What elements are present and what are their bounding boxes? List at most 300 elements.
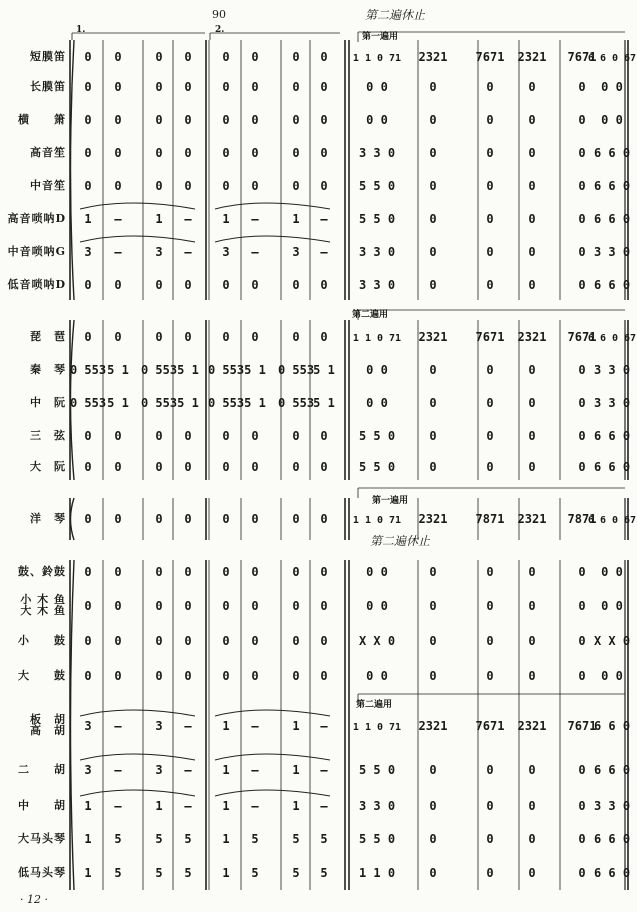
note-cell: 0 bbox=[578, 212, 586, 226]
note-cell: X X 0 bbox=[358, 634, 396, 648]
note-cell: — bbox=[114, 245, 122, 259]
note-cell: 1 bbox=[292, 719, 300, 733]
note-cell: 0 bbox=[184, 599, 192, 613]
note-cell: — bbox=[114, 763, 122, 777]
note-cell: 6 6 0 67 bbox=[587, 53, 637, 64]
note-cell: 3 bbox=[155, 719, 163, 733]
note-cell: 0 bbox=[320, 330, 328, 344]
note-cell: 7671 bbox=[475, 50, 505, 64]
note-cell: 0 bbox=[251, 565, 259, 579]
note-cell: 0 bbox=[84, 146, 92, 160]
note-cell: 7871 bbox=[567, 512, 597, 526]
note-cell: 1 bbox=[84, 832, 92, 846]
note-cell: 3 3 0 bbox=[593, 799, 631, 813]
note-cell: 5 bbox=[320, 832, 328, 846]
note-cell: 0 bbox=[528, 396, 536, 410]
note-cell: 0 bbox=[292, 512, 300, 526]
note-cell: 5 5 0 bbox=[358, 429, 396, 443]
note-cell: 0 bbox=[222, 460, 230, 474]
note-cell: 2321 bbox=[517, 330, 547, 344]
note-cell: 6 6 0 67 bbox=[587, 333, 637, 344]
note-cell: — bbox=[184, 245, 192, 259]
note-cell: 2321 bbox=[517, 50, 547, 64]
note-cell: 0 bbox=[251, 599, 259, 613]
note-cell: 0 bbox=[578, 278, 586, 292]
note-cell: 0 bbox=[486, 669, 494, 683]
note-cell: 5 1 bbox=[177, 363, 199, 377]
note-cell: 0 bbox=[251, 80, 259, 94]
note-cell: 3 bbox=[222, 245, 230, 259]
note-cell: 0 bbox=[528, 460, 536, 474]
note-cell: 0 bbox=[84, 512, 92, 526]
note-cell: — bbox=[320, 763, 328, 777]
note-cell: 1 1 0 71 bbox=[352, 333, 402, 344]
note-cell: 0 bbox=[292, 278, 300, 292]
note-cell: 0 bbox=[114, 278, 122, 292]
measure-number: 90 bbox=[212, 8, 226, 21]
note-cell: 5 bbox=[292, 832, 300, 846]
note-cell: 1 bbox=[222, 212, 230, 226]
note-cell: 0 bbox=[251, 50, 259, 64]
note-cell: 0 bbox=[84, 669, 92, 683]
note-cell: 0 0 bbox=[366, 363, 388, 377]
note-cell: 0 bbox=[184, 146, 192, 160]
note-cell: 0 bbox=[320, 113, 328, 127]
note-cell: 0 bbox=[114, 565, 122, 579]
note-cell: 0 bbox=[429, 212, 437, 226]
note-cell: 0 bbox=[155, 179, 163, 193]
note-cell: 1 1 0 bbox=[358, 866, 396, 880]
instrument-label: 鼓、鈴鼓 bbox=[18, 565, 66, 578]
note-cell: 5 bbox=[320, 866, 328, 880]
note-cell: 6 6 0 bbox=[593, 763, 631, 777]
note-cell: 1 bbox=[292, 799, 300, 813]
note-cell: 1 bbox=[292, 763, 300, 777]
note-cell: 0 bbox=[486, 460, 494, 474]
note-cell: 5 5 0 bbox=[358, 763, 396, 777]
system-brace bbox=[71, 560, 75, 890]
note-cell: 0 bbox=[114, 113, 122, 127]
note-cell: 6 6 0 bbox=[593, 429, 631, 443]
note-cell: 0 bbox=[155, 146, 163, 160]
note-cell: 0 bbox=[320, 512, 328, 526]
note-cell: 0 bbox=[578, 634, 586, 648]
note-cell: 1 1 0 71 bbox=[352, 515, 402, 526]
note-cell: 5 5 0 bbox=[358, 460, 396, 474]
note-cell: — bbox=[320, 245, 328, 259]
note-cell: 0 bbox=[486, 245, 494, 259]
note-cell: 0 bbox=[222, 278, 230, 292]
note-cell: 0 bbox=[155, 113, 163, 127]
note-cell: 0 bbox=[429, 832, 437, 846]
note-cell: 0 bbox=[486, 396, 494, 410]
note-cell: 0 bbox=[320, 50, 328, 64]
note-cell: 0 bbox=[429, 866, 437, 880]
note-cell: 5 1 bbox=[313, 363, 335, 377]
volta-label: 第一遍用 bbox=[372, 496, 409, 506]
instrument-label: 中音唢呐G bbox=[7, 245, 66, 258]
system-brace bbox=[71, 498, 75, 540]
note-cell: 7671 bbox=[567, 330, 597, 344]
note-cell: 0 553 bbox=[140, 363, 178, 377]
note-cell: 0 0 bbox=[601, 599, 623, 613]
note-cell: 0 bbox=[155, 429, 163, 443]
note-cell: — bbox=[320, 719, 328, 733]
note-cell: 0 bbox=[114, 179, 122, 193]
note-cell: 0 bbox=[155, 460, 163, 474]
note-cell: 0 bbox=[84, 634, 92, 648]
note-cell: 0 bbox=[292, 599, 300, 613]
note-cell: 0 bbox=[114, 634, 122, 648]
note-cell: 0 bbox=[578, 363, 586, 377]
note-cell: 0 bbox=[528, 113, 536, 127]
note-cell: 0 bbox=[184, 50, 192, 64]
instrument-label: 低音唢呐D bbox=[7, 278, 66, 291]
note-cell: — bbox=[184, 799, 192, 813]
note-cell: 2321 bbox=[418, 719, 448, 733]
note-cell: 0 bbox=[155, 330, 163, 344]
note-cell: 0 bbox=[114, 599, 122, 613]
note-cell: 0 bbox=[292, 460, 300, 474]
note-cell: 0 bbox=[155, 50, 163, 64]
note-cell: 0 bbox=[222, 634, 230, 648]
note-cell: 0 bbox=[292, 330, 300, 344]
note-cell: 1 bbox=[84, 212, 92, 226]
volta-label: 第二遍用 bbox=[352, 310, 389, 320]
note-cell: 0 bbox=[114, 669, 122, 683]
handwritten-note-mid: 第二遍休止 bbox=[370, 534, 431, 548]
note-cell: — bbox=[114, 799, 122, 813]
note-cell: 0 0 bbox=[601, 80, 623, 94]
note-cell: 0 bbox=[429, 363, 437, 377]
note-cell: 0 bbox=[578, 599, 586, 613]
second-ending-label: 2. bbox=[215, 25, 225, 35]
note-cell: 0 bbox=[429, 80, 437, 94]
instrument-label: 秦 琴 bbox=[30, 363, 66, 376]
note-cell: 0 bbox=[251, 179, 259, 193]
note-cell: 3 bbox=[84, 245, 92, 259]
note-cell: 0 bbox=[528, 634, 536, 648]
note-cell: 5 bbox=[292, 866, 300, 880]
note-cell: 0 bbox=[114, 330, 122, 344]
instrument-label: 大马头琴 bbox=[18, 832, 66, 845]
note-cell: 0 bbox=[486, 634, 494, 648]
note-cell: 0 bbox=[292, 146, 300, 160]
note-cell: 0 bbox=[578, 832, 586, 846]
note-cell: 6 6 0 67 bbox=[587, 515, 637, 526]
note-cell: 1 bbox=[222, 763, 230, 777]
note-cell: 0 bbox=[528, 363, 536, 377]
note-cell: 2321 bbox=[418, 50, 448, 64]
note-cell: 6 6 0 bbox=[593, 212, 631, 226]
instrument-label: 高音笙 bbox=[30, 146, 66, 159]
tie-slur bbox=[80, 710, 330, 716]
instrument-label: 中音笙 bbox=[30, 179, 66, 192]
note-cell: 0 bbox=[222, 512, 230, 526]
note-cell: 0 bbox=[578, 460, 586, 474]
note-cell: 0 553 bbox=[207, 363, 245, 377]
note-cell: 3 bbox=[84, 763, 92, 777]
note-cell: 0 bbox=[578, 179, 586, 193]
note-cell: 0 bbox=[251, 429, 259, 443]
note-cell: 0 bbox=[184, 80, 192, 94]
instrument-label: 高音唢呐D bbox=[7, 212, 66, 225]
note-cell: 0 bbox=[84, 278, 92, 292]
instrument-label: 大 鼓 bbox=[18, 669, 66, 682]
note-cell: 3 bbox=[84, 719, 92, 733]
note-cell: 0 bbox=[528, 669, 536, 683]
note-cell: 0 bbox=[155, 278, 163, 292]
instrument-label: 板 胡 高 胡 bbox=[30, 713, 66, 737]
note-cell: 0 bbox=[155, 599, 163, 613]
instrument-label: 小 鼓 bbox=[18, 634, 66, 647]
note-cell: 2321 bbox=[517, 512, 547, 526]
note-cell: 5 5 0 bbox=[358, 212, 396, 226]
note-cell: — bbox=[251, 719, 259, 733]
note-cell: 0 bbox=[578, 113, 586, 127]
note-cell: 3 3 0 bbox=[358, 245, 396, 259]
note-cell: 0 bbox=[320, 565, 328, 579]
note-cell: 0 bbox=[429, 565, 437, 579]
note-cell: 0 bbox=[320, 429, 328, 443]
note-cell: 5 1 bbox=[313, 396, 335, 410]
instrument-label: 小 木 鱼 大 木 鱼 bbox=[20, 593, 66, 617]
note-cell: 0 bbox=[114, 50, 122, 64]
note-cell: 0 bbox=[184, 669, 192, 683]
note-cell: 0 bbox=[429, 599, 437, 613]
instrument-label: 三 弦 bbox=[30, 429, 66, 442]
note-cell: 1 bbox=[155, 799, 163, 813]
first-ending-label: 1. bbox=[76, 25, 86, 35]
note-cell: 0 bbox=[578, 669, 586, 683]
note-cell: 0 553 bbox=[69, 396, 107, 410]
note-cell: 0 bbox=[184, 634, 192, 648]
note-cell: 5 bbox=[251, 866, 259, 880]
note-cell: 1 bbox=[292, 212, 300, 226]
note-cell: 5 1 bbox=[107, 396, 129, 410]
note-cell: 3 bbox=[155, 763, 163, 777]
note-cell: 0 bbox=[429, 113, 437, 127]
note-cell: 0 bbox=[84, 179, 92, 193]
tie-slur bbox=[80, 790, 330, 796]
note-cell: 0 bbox=[114, 460, 122, 474]
note-cell: 0 0 bbox=[601, 565, 623, 579]
page-number: · 12 · bbox=[20, 893, 48, 906]
note-cell: 5 bbox=[155, 832, 163, 846]
note-cell: 0 bbox=[84, 80, 92, 94]
note-cell: 0 bbox=[486, 212, 494, 226]
note-cell: 5 bbox=[184, 866, 192, 880]
note-cell: 0 bbox=[251, 634, 259, 648]
instrument-label: 二 胡 bbox=[18, 763, 66, 776]
note-cell: 0 bbox=[84, 460, 92, 474]
note-cell: 0 bbox=[486, 832, 494, 846]
note-cell: 0 bbox=[578, 866, 586, 880]
note-cell: 0 bbox=[251, 512, 259, 526]
note-cell: 0 bbox=[528, 429, 536, 443]
note-cell: 0 bbox=[486, 799, 494, 813]
note-cell: 0 bbox=[114, 80, 122, 94]
note-cell: 0 bbox=[84, 429, 92, 443]
note-cell: 5 1 bbox=[107, 363, 129, 377]
note-cell: 7671 bbox=[567, 719, 597, 733]
note-cell: 5 bbox=[251, 832, 259, 846]
volta-label: 第二遍用 bbox=[356, 700, 393, 710]
note-cell: 0 bbox=[184, 512, 192, 526]
note-cell: 0 bbox=[429, 763, 437, 777]
note-cell: 7671 bbox=[567, 50, 597, 64]
note-cell: 0 bbox=[292, 113, 300, 127]
note-cell: 0 bbox=[155, 80, 163, 94]
system-brace bbox=[71, 40, 75, 300]
note-cell: 1 bbox=[222, 719, 230, 733]
volta-label: 第一遍用 bbox=[362, 32, 399, 42]
note-cell: 1 bbox=[222, 832, 230, 846]
note-cell: 0 bbox=[429, 669, 437, 683]
note-cell: 5 1 bbox=[177, 396, 199, 410]
note-cell: 0 0 bbox=[366, 396, 388, 410]
note-cell: 1 bbox=[222, 866, 230, 880]
note-cell: — bbox=[251, 799, 259, 813]
note-cell: 0 bbox=[84, 330, 92, 344]
note-cell: 6 6 0 bbox=[593, 146, 631, 160]
note-cell: 0 553 bbox=[277, 363, 315, 377]
note-cell: 0 bbox=[320, 278, 328, 292]
note-cell: 0 bbox=[222, 113, 230, 127]
note-cell: 0 bbox=[292, 669, 300, 683]
note-cell: 0 0 bbox=[601, 669, 623, 683]
note-cell: 0 bbox=[486, 429, 494, 443]
note-cell: 0 bbox=[528, 212, 536, 226]
note-cell: 5 bbox=[155, 866, 163, 880]
note-cell: 0 bbox=[528, 565, 536, 579]
note-cell: 1 bbox=[84, 866, 92, 880]
note-cell: 5 5 0 bbox=[358, 832, 396, 846]
note-cell: 6 6 0 bbox=[593, 866, 631, 880]
note-cell: 0 bbox=[184, 330, 192, 344]
note-cell: 5 bbox=[184, 832, 192, 846]
note-cell: 0 bbox=[222, 146, 230, 160]
note-cell: 0 bbox=[528, 245, 536, 259]
note-cell: 0 553 bbox=[277, 396, 315, 410]
note-cell: 1 bbox=[155, 212, 163, 226]
note-cell: 0 bbox=[429, 278, 437, 292]
note-cell: 0 bbox=[155, 512, 163, 526]
note-cell: 0 bbox=[320, 634, 328, 648]
instrument-label: 中 胡 bbox=[18, 799, 66, 812]
note-cell: 0 bbox=[486, 278, 494, 292]
note-cell: 0 bbox=[292, 179, 300, 193]
note-cell: — bbox=[320, 799, 328, 813]
note-cell: 5 bbox=[114, 866, 122, 880]
note-cell: 0 bbox=[578, 565, 586, 579]
note-cell: 0 bbox=[222, 80, 230, 94]
note-cell: 0 bbox=[251, 113, 259, 127]
note-cell: — bbox=[251, 763, 259, 777]
note-cell: 0 bbox=[84, 565, 92, 579]
note-cell: 0 bbox=[292, 429, 300, 443]
note-cell: 3 3 0 bbox=[593, 396, 631, 410]
note-cell: 0 bbox=[429, 179, 437, 193]
note-cell: 0 bbox=[486, 866, 494, 880]
note-cell: 0 bbox=[528, 179, 536, 193]
note-cell: 0 bbox=[528, 146, 536, 160]
note-cell: 1 1 0 71 bbox=[352, 722, 402, 733]
note-cell: 6 6 0 bbox=[593, 719, 631, 733]
note-cell: 2321 bbox=[418, 330, 448, 344]
note-cell: — bbox=[251, 245, 259, 259]
note-cell: 0 bbox=[429, 396, 437, 410]
instrument-label: 短膜笛 bbox=[30, 50, 66, 63]
note-cell: 0 bbox=[292, 50, 300, 64]
note-cell: 0 bbox=[528, 799, 536, 813]
note-cell: 0 bbox=[114, 429, 122, 443]
note-cell: 6 6 0 bbox=[593, 278, 631, 292]
note-cell: 0 bbox=[222, 599, 230, 613]
note-cell: 0 bbox=[222, 429, 230, 443]
note-cell: 0 0 bbox=[366, 669, 388, 683]
note-cell: 0 bbox=[155, 669, 163, 683]
note-cell: 0 bbox=[184, 278, 192, 292]
instrument-label: 低马头琴 bbox=[18, 866, 66, 879]
note-cell: 0 bbox=[486, 80, 494, 94]
note-cell: 3 bbox=[292, 245, 300, 259]
note-cell: 0 bbox=[155, 634, 163, 648]
note-cell: 0 bbox=[84, 599, 92, 613]
note-cell: 1 1 0 71 bbox=[352, 53, 402, 64]
note-cell: 1 bbox=[222, 799, 230, 813]
note-cell: 0 bbox=[222, 669, 230, 683]
note-cell: 0 bbox=[251, 278, 259, 292]
note-cell: 5 1 bbox=[244, 396, 266, 410]
note-cell: 5 bbox=[114, 832, 122, 846]
note-cell: 0 bbox=[184, 565, 192, 579]
note-cell: 0 bbox=[222, 50, 230, 64]
note-cell: 0 0 bbox=[366, 565, 388, 579]
note-cell: 0 bbox=[222, 330, 230, 344]
note-cell: 0 553 bbox=[140, 396, 178, 410]
tie-slur bbox=[80, 236, 330, 242]
note-cell: 0 bbox=[320, 669, 328, 683]
note-cell: 1 bbox=[84, 799, 92, 813]
note-cell: 0 bbox=[320, 80, 328, 94]
note-cell: — bbox=[184, 212, 192, 226]
note-cell: 0 bbox=[320, 146, 328, 160]
note-cell: 3 3 0 bbox=[358, 146, 396, 160]
note-cell: 0 bbox=[292, 80, 300, 94]
note-cell: 0 bbox=[184, 113, 192, 127]
note-cell: 0 bbox=[486, 565, 494, 579]
note-cell: 0 bbox=[184, 429, 192, 443]
note-cell: 0 bbox=[251, 669, 259, 683]
note-cell: — bbox=[184, 719, 192, 733]
note-cell: — bbox=[251, 212, 259, 226]
note-cell: 0 0 bbox=[601, 113, 623, 127]
tie-slur bbox=[80, 203, 330, 209]
note-cell: 6 6 0 bbox=[593, 460, 631, 474]
note-cell: 0 bbox=[114, 146, 122, 160]
note-cell: 5 5 0 bbox=[358, 179, 396, 193]
note-cell: 0 bbox=[578, 146, 586, 160]
note-cell: 0 bbox=[320, 599, 328, 613]
note-cell: 0 0 bbox=[366, 599, 388, 613]
note-cell: 7671 bbox=[475, 330, 505, 344]
note-cell: 6 6 0 bbox=[593, 179, 631, 193]
note-cell: 0 553 bbox=[69, 363, 107, 377]
note-cell: 0 bbox=[84, 113, 92, 127]
note-cell: 0 bbox=[429, 429, 437, 443]
note-cell: 3 3 0 bbox=[593, 363, 631, 377]
